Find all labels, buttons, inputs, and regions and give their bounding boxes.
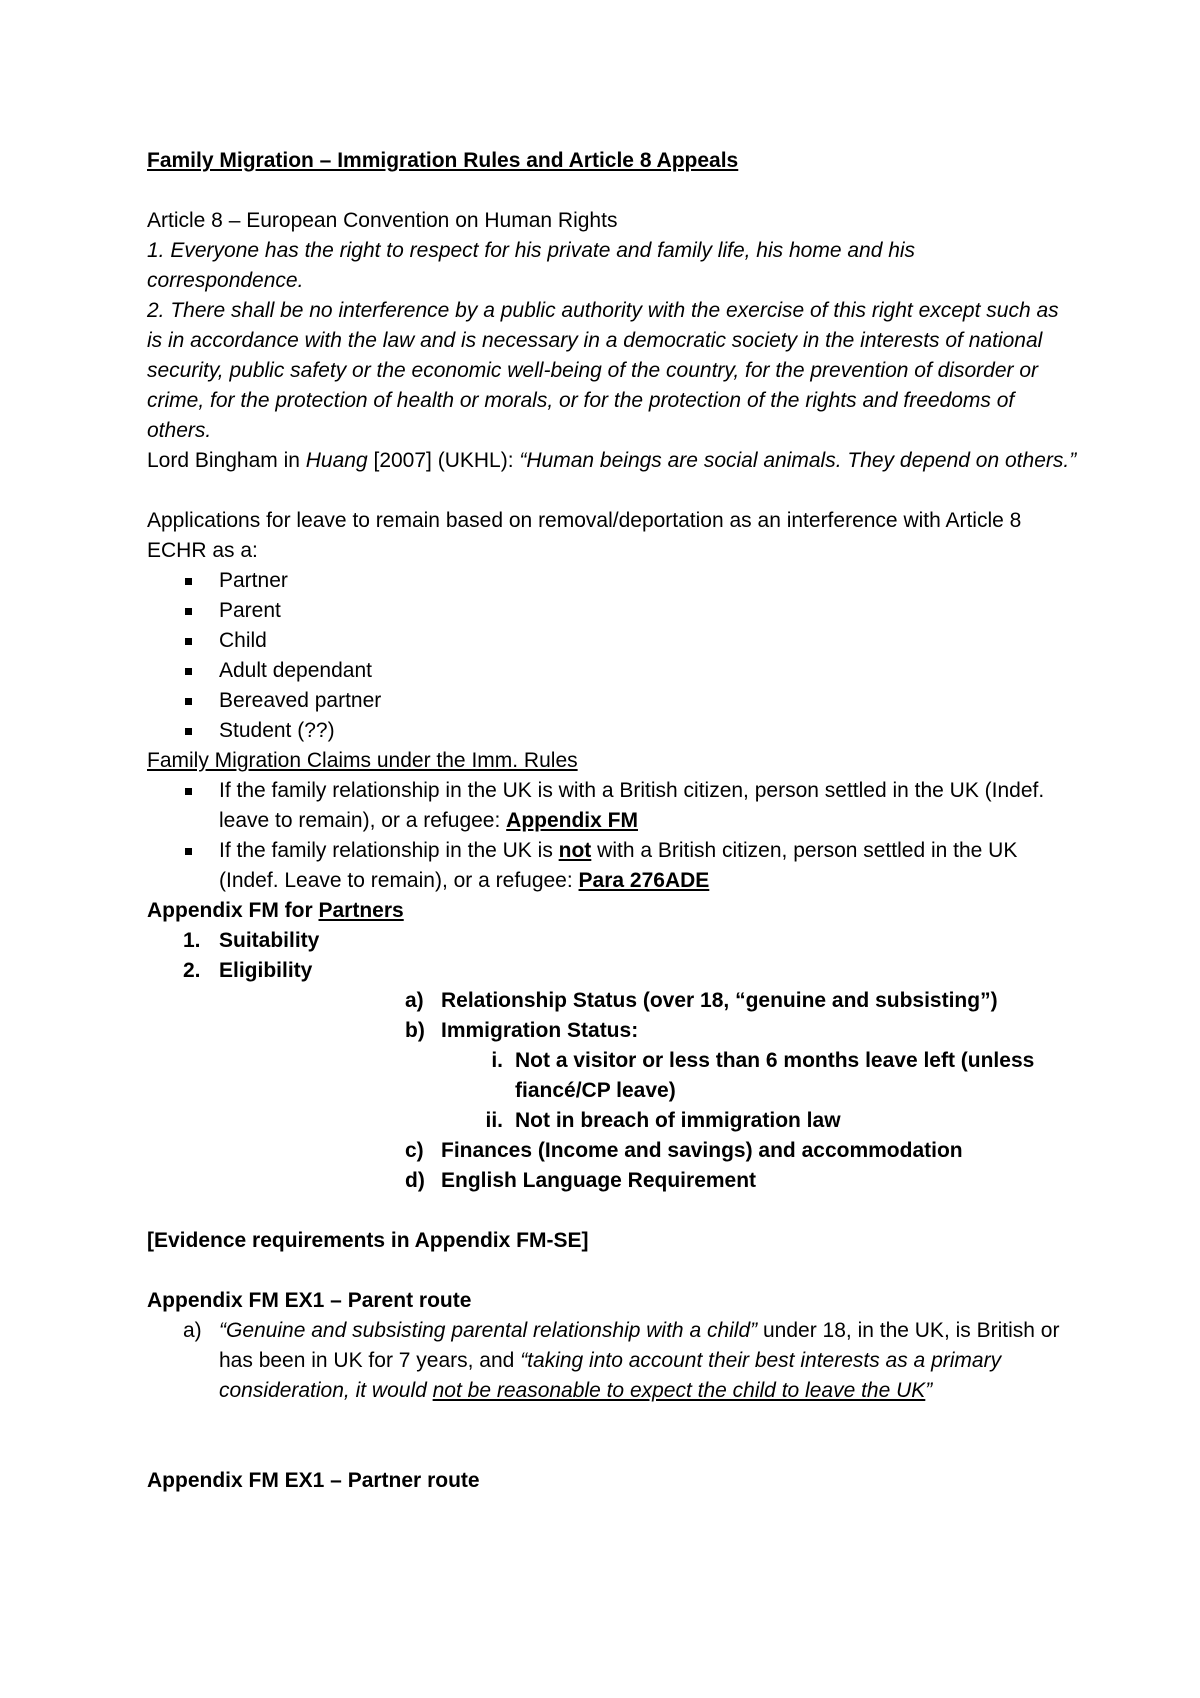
quote-case-name: Huang [305,449,368,472]
criteria-item: b) Immigration Status: [405,1019,639,1042]
quote-citation: [2007] (UKHL): [367,449,520,472]
list-item: Child [147,626,1077,656]
quote-text: “Human beings are social animals. They depend on others.” [519,449,1077,472]
immigration-sub-item: i. Not a visitor or less than 6 months leave left (unless fiancé/CP leave) [491,1049,1035,1102]
partner-route-heading: Appendix FM EX1 – Partner route [147,1469,480,1492]
list-item: Student (??) [147,716,1077,746]
claims-item-non-british: If the family relationship in the UK is not with a British citizen, person settled in the UK (Indef. Leave to remain), or a refugee: Para 276ADE [147,836,1077,896]
appendix-fm-heading: Appendix FM for Partners [147,899,404,922]
evidence-note: [Evidence requirements in Appendix FM-SE] [147,1229,589,1252]
criteria-item: a) Relationship Status (over 18, “genuine and subsisting”) [405,989,998,1012]
not-emphasis: not [558,839,592,862]
numbered-item: 1. Suitability [183,929,320,952]
parent-route-heading: Appendix FM EX1 – Parent route [147,1289,472,1312]
appendix-fm-link[interactable]: Appendix FM [506,809,638,832]
applications-intro: Applications for leave to remain based on removal/deportation as an interference with Article 8 ECHR as a: [147,509,1022,562]
parent-route-item: a) “Genuine and subsisting parental relationship with a child” under 18, in the UK, is British or has been in UK for 7 years, and “taking into account their best interests as a primary consideration, it would not be reasonable to expect the child to leave the UK” [183,1319,1060,1402]
document-title: Family Migration – Immigration Rules and Article 8 Appeals [147,149,739,172]
criteria-item: c) Finances (Income and savings) and accommodation [405,1139,963,1162]
criteria-item: d) English Language Requirement [405,1169,757,1192]
list-item: Adult dependant [147,656,1077,686]
numbered-item: 2. Eligibility [183,959,313,982]
article8-paragraph-1: 1. Everyone has the right to respect for his private and family life, his home and his correspondence. [147,239,916,292]
list-item: Bereaved partner [147,686,1077,716]
list-item: Parent [147,596,1077,626]
bingham-quote [147,446,1077,476]
quote-intro: Lord Bingham in [147,449,306,472]
claims-item-british: If the family relationship in the UK is with a British citizen, person settled in the UK (Indef. leave to remain), or a refugee: Appendix FM [147,776,1077,836]
claims-heading: Family Migration Claims under the Imm. Rules [147,749,578,772]
document-page [147,146,1077,1496]
article8-heading: Article 8 – European Convention on Human Rights [147,209,618,232]
list-item: Partner [147,566,1077,596]
para-276ade-link[interactable]: Para 276ADE [578,869,710,892]
immigration-sub-item: ii. Not in breach of immigration law [485,1109,841,1132]
article8-paragraph-2: 2. There shall be no interference by a public authority with the exercise of this right except such as is in accordance with the law and is necessary in a democratic society in the interests of national security, public safety or the economic well-being of the country, for the prevention of disorder or crime, for the protection of health or morals, or for the protection of the rights and freedoms of others. [147,299,1059,442]
